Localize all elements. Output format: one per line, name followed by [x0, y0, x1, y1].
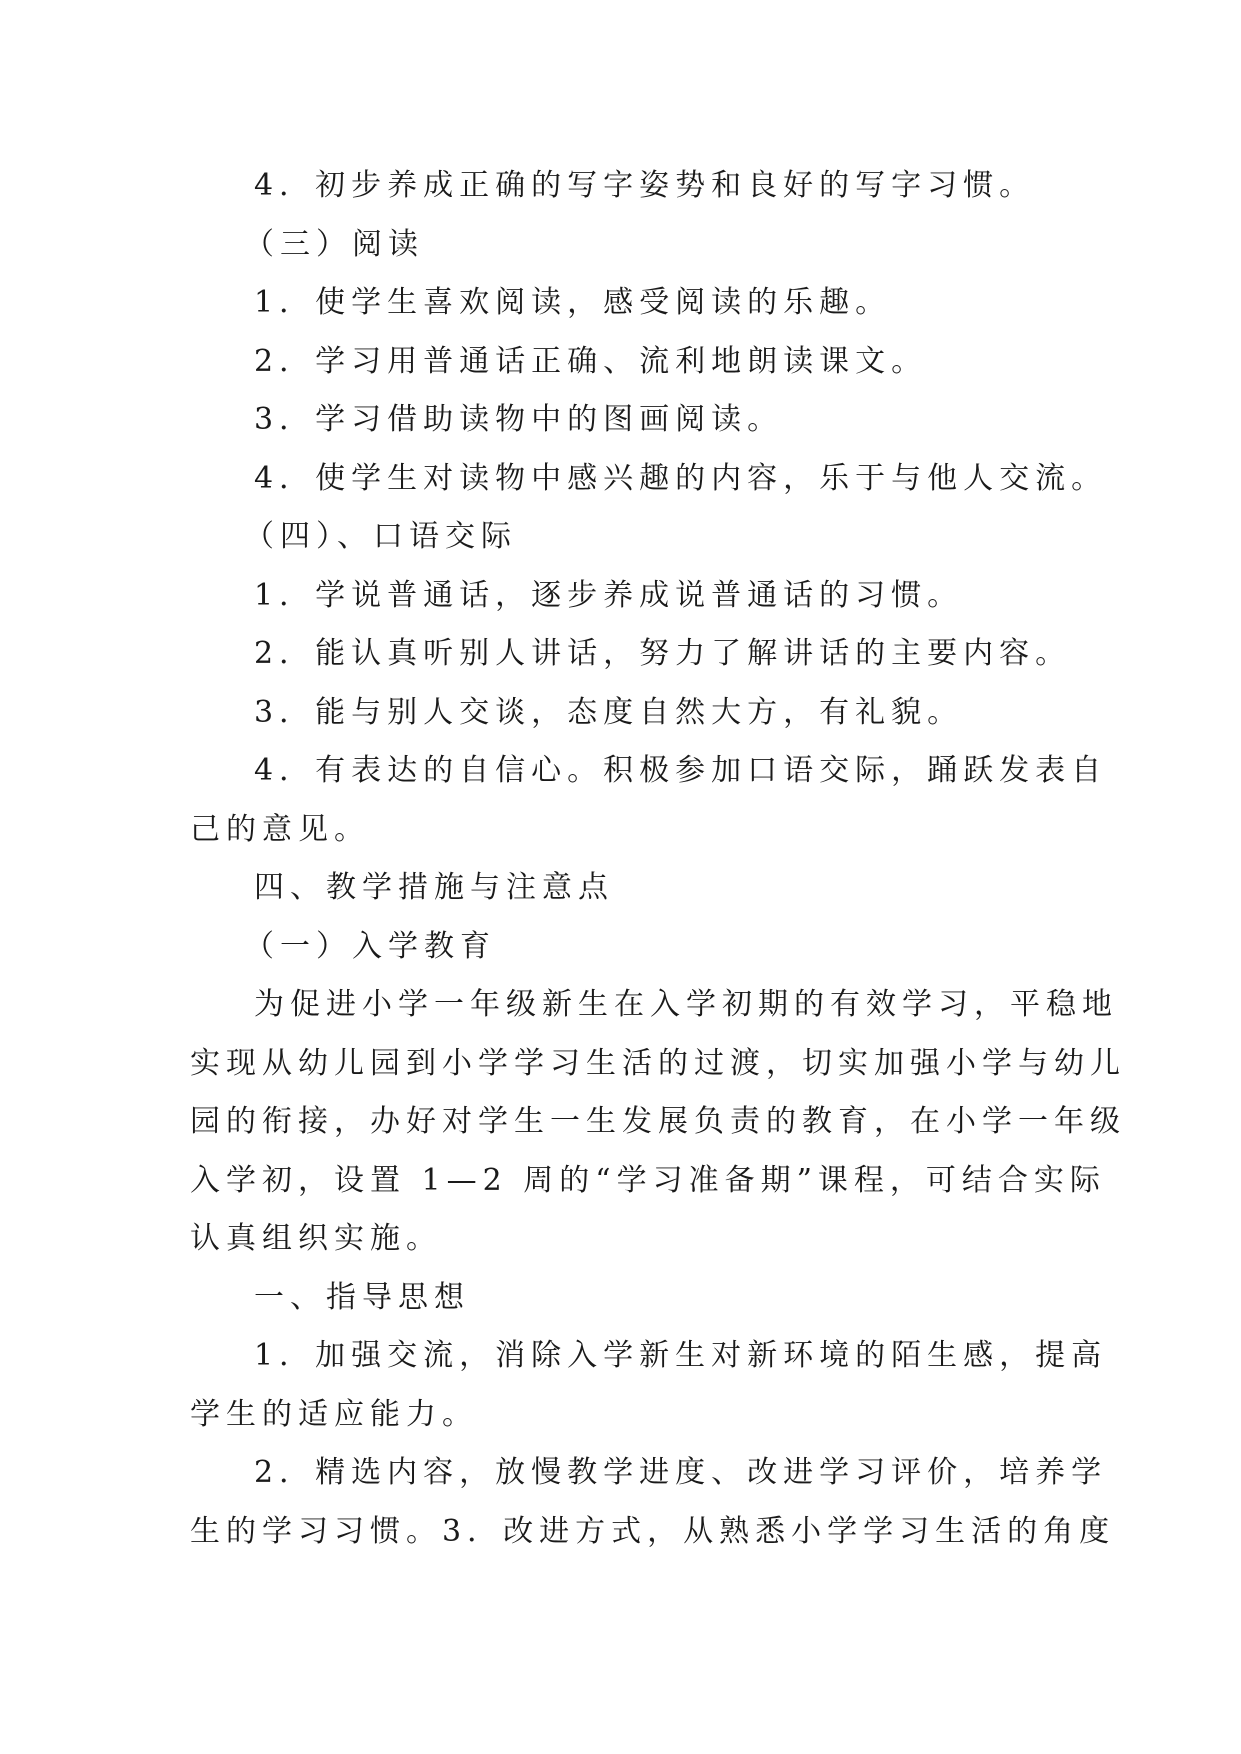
- list-item-guiding-2-cont: 生的学习习惯。3．改进方式，从熟悉小学学习生活的角度: [190, 1513, 1116, 1549]
- list-item-guiding-1: 1．加强交流，消除入学新生对新环境的陌生感，提高: [254, 1338, 1108, 1373]
- list-item-oral-4: 4．有表达的自信心。积极参加口语交际，踊跃发表自: [254, 753, 1108, 788]
- section-heading-reading: （三）阅读: [244, 226, 424, 262]
- paragraph-line: 认真组织实施。: [190, 1221, 442, 1256]
- list-item-oral-3: 3．能与别人交谈，态度自然大方，有礼貌。: [254, 694, 964, 730]
- list-item-guiding-1-cont: 学生的适应能力。: [190, 1396, 478, 1432]
- section-heading-oral: （四）、口语交际: [244, 519, 517, 554]
- list-item-reading-1: 1．使学生喜欢阅读，感受阅读的乐趣。: [254, 285, 892, 320]
- section-heading-guiding-ideas: 一、指导思想: [254, 1279, 470, 1315]
- list-item-oral-1: 1．学说普通话，逐步养成说普通话的习惯。: [254, 577, 964, 613]
- paragraph-line: 为促进小学一年级新生在入学初期的有效学习，平稳地: [254, 987, 1118, 1022]
- subsection-heading-enrollment: （一）入学教育: [244, 928, 496, 964]
- list-item-writing-4: 4．初步养成正确的写字姿势和良好的写字习惯。: [254, 168, 1036, 203]
- list-item-reading-3: 3．学习借助读物中的图画阅读。: [254, 402, 784, 437]
- section-heading-measures: 四、教学措施与注意点: [254, 870, 614, 905]
- paragraph-line: 园的衔接，办好对学生一生发展负责的教育，在小学一年级: [190, 1104, 1126, 1139]
- list-item-reading-4: 4．使学生对读物中感兴趣的内容，乐于与他人交流。: [254, 460, 1108, 496]
- paragraph-line: 入学初，设置 1—2 周的“学习准备期”课程，可结合实际: [190, 1162, 1106, 1198]
- paragraph-line: 实现从幼儿园到小学学习生活的过渡，切实加强小学与幼儿: [190, 1045, 1126, 1081]
- list-item-oral-4-cont: 己的意见。: [190, 811, 370, 847]
- document-body: [190, 157, 1126, 1561]
- list-item-guiding-2: 2．精选内容，放慢教学进度、改进学习评价，培养学: [254, 1455, 1108, 1490]
- list-item-oral-2: 2．能认真听别人讲话，努力了解讲话的主要内容。: [254, 636, 1072, 671]
- list-item-reading-2: 2．学习用普通话正确、流利地朗读课文。: [254, 343, 928, 379]
